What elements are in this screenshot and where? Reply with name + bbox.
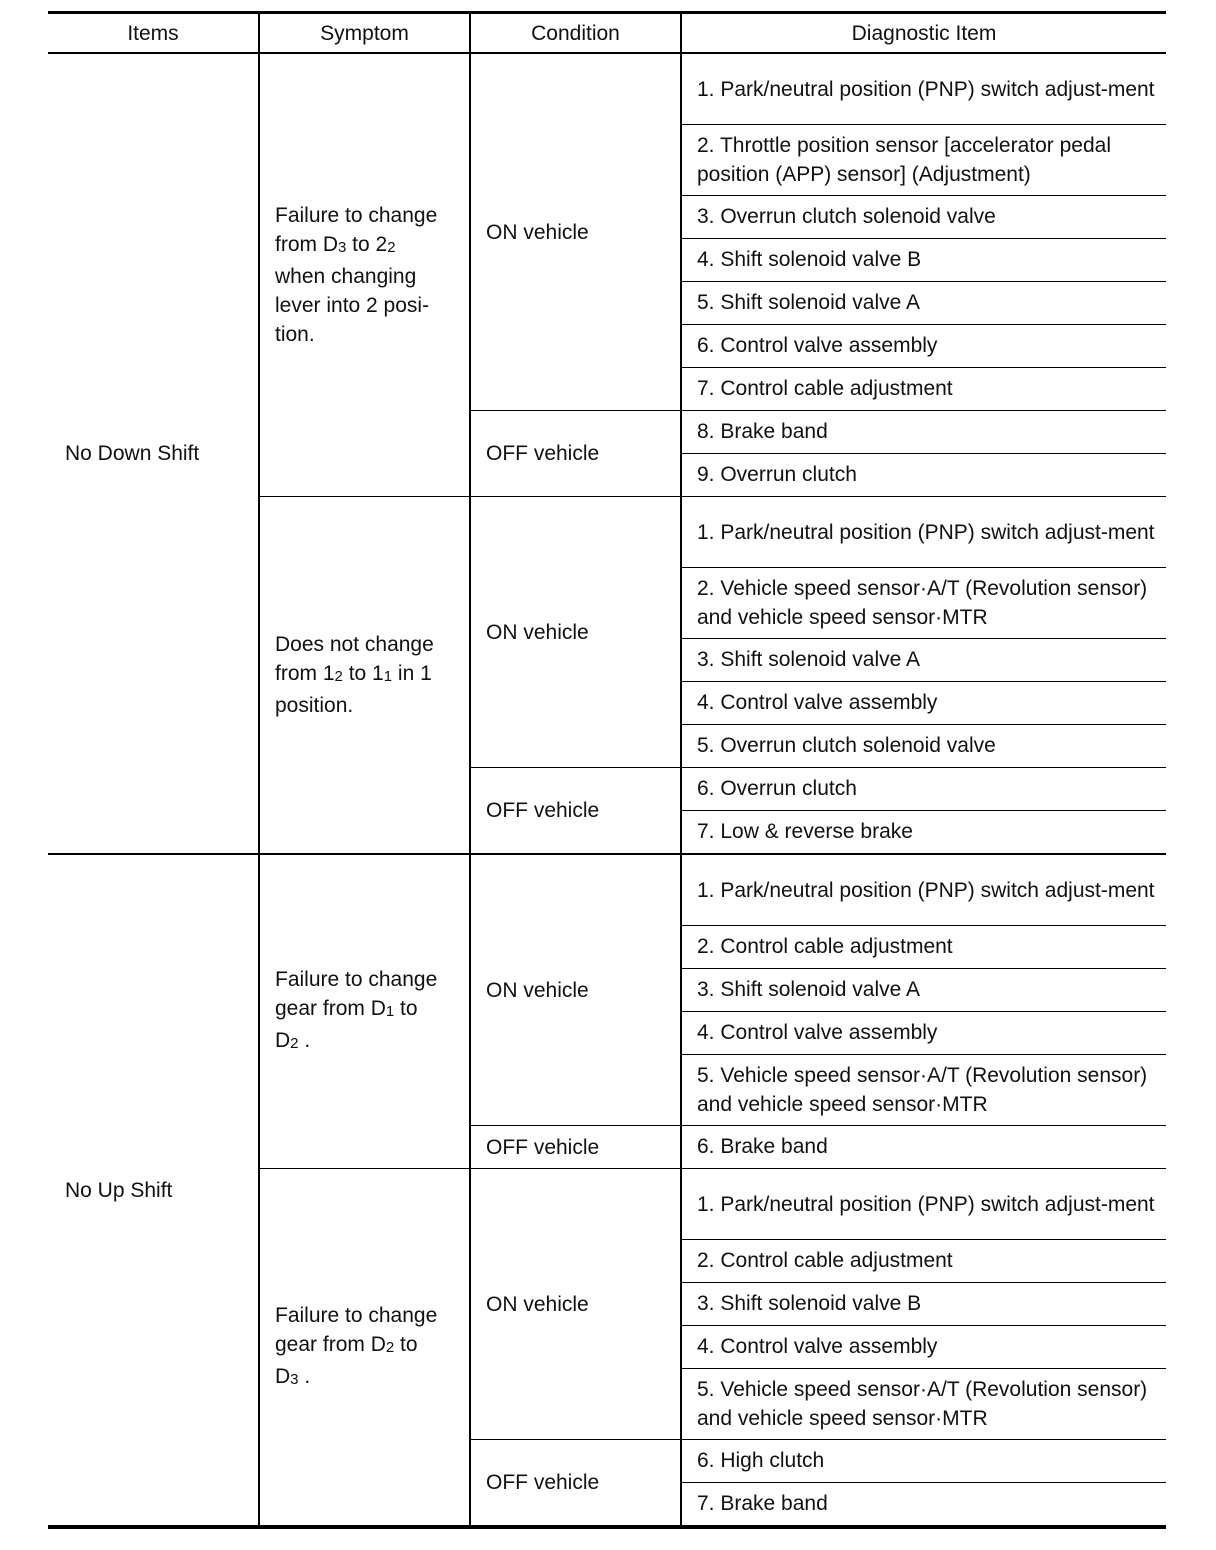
- symptom-text: .: [298, 1029, 311, 1052]
- diagnostic-item: 9. Overrun clutch: [681, 454, 1166, 497]
- symptom-cell: [259, 1169, 470, 1528]
- item-no-up-shift: No Up Shift: [48, 854, 259, 1527]
- diagnostic-item: 2. Throttle position sensor [accelerator pedal position (APP) sensor] (Adjustment): [681, 125, 1166, 196]
- header-condition: Condition: [470, 13, 681, 54]
- symptom-text: to: [394, 1332, 418, 1356]
- symptom-text: when changing: [275, 265, 417, 288]
- condition-cell: ON vehicle: [470, 1169, 681, 1440]
- symptom-subscript: 1: [383, 668, 393, 685]
- condition-cell: OFF vehicle: [470, 768, 681, 855]
- diagnostic-item: 1. Park/neutral position (PNP) switch adjust-ment: [681, 854, 1166, 926]
- symptom-text: gear from D: [275, 997, 386, 1020]
- symptom-text: to 2: [346, 233, 388, 256]
- diagnostic-item: 7. Control cable adjustment: [681, 368, 1166, 411]
- symptom-cell: [259, 854, 470, 1169]
- symptom-text: from D: [275, 233, 338, 256]
- diagnostic-item: 2. Control cable adjustment: [681, 926, 1166, 969]
- header-items: Items: [48, 13, 259, 54]
- symptom-subscript: 3: [338, 239, 347, 256]
- symptom-text: Failure to change: [275, 968, 438, 991]
- diagnostic-item: 5. Vehicle speed sensor·A/T (Revolution sensor) and vehicle speed sensor·MTR: [681, 1369, 1166, 1440]
- table-row: [48, 854, 1166, 926]
- diagnostic-item: 5. Shift solenoid valve A: [681, 282, 1166, 325]
- condition-cell: ON vehicle: [470, 854, 681, 1126]
- symptom-text: tion.: [275, 323, 315, 346]
- condition-cell: ON vehicle: [470, 53, 681, 411]
- symptom-text: .: [298, 1364, 311, 1388]
- condition-cell: ON vehicle: [470, 497, 681, 768]
- symptom-subscript: 2: [387, 239, 396, 256]
- symptom-text: in 1: [392, 662, 432, 685]
- item-no-down-shift: No Down Shift: [48, 53, 259, 854]
- diagnostic-item: 4. Control valve assembly: [681, 682, 1166, 725]
- diagnostic-item: 6. Overrun clutch: [681, 768, 1166, 811]
- symptom-text: lever into 2 posi-: [275, 294, 430, 317]
- diagnostic-item: 1. Park/neutral position (PNP) switch adjust-ment: [681, 497, 1166, 568]
- symptom-subscript: 2: [385, 1338, 395, 1356]
- diagnostic-item: 5. Vehicle speed sensor·A/T (Revolution sensor) and vehicle speed sensor·MTR: [681, 1055, 1166, 1126]
- diagnostic-item: 6. Control valve assembly: [681, 325, 1166, 368]
- symptom-text: to: [394, 997, 418, 1020]
- symptom-text: Failure to change: [275, 204, 438, 227]
- symptom-text: gear from D: [275, 1332, 386, 1356]
- condition-cell: OFF vehicle: [470, 411, 681, 497]
- symptom-subscript: 2: [290, 1035, 299, 1052]
- header-diagnostic-item: Diagnostic Item: [681, 13, 1166, 54]
- diagnostic-item: 4. Shift solenoid valve B: [681, 239, 1166, 282]
- symptom-text: from 1: [275, 662, 335, 685]
- diagnostic-item: 3. Shift solenoid valve A: [681, 969, 1166, 1012]
- diagnostic-item: 1. Park/neutral position (PNP) switch adjust-ment: [681, 1169, 1166, 1240]
- diagnostic-item: 1. Park/neutral position (PNP) switch adjust-ment: [681, 53, 1166, 125]
- symptom-text: Does not change: [275, 633, 434, 656]
- diagnostic-item: 2. Control cable adjustment: [681, 1240, 1166, 1283]
- diagnostic-item: 7. Low & reverse brake: [681, 811, 1166, 855]
- symptom-cell: [259, 53, 470, 497]
- symptom-subscript: 1: [385, 1003, 395, 1020]
- diagnostic-item: 4. Control valve assembly: [681, 1326, 1166, 1369]
- diagnostic-table-wrapper: [48, 11, 1166, 1529]
- symptom-subscript: 2: [334, 668, 343, 685]
- header-row: [48, 13, 1166, 54]
- symptom-text: D: [275, 1364, 291, 1388]
- header-symptom: Symptom: [259, 13, 470, 54]
- diagnostic-item: 3. Overrun clutch solenoid valve: [681, 196, 1166, 239]
- diagnostic-item: 5. Overrun clutch solenoid valve: [681, 725, 1166, 768]
- diagnostic-item: 3. Shift solenoid valve A: [681, 639, 1166, 682]
- diagnostic-item: 3. Shift solenoid valve B: [681, 1283, 1166, 1326]
- diagnostic-item: 8. Brake band: [681, 411, 1166, 454]
- symptom-text: D: [275, 1029, 291, 1052]
- diagnostic-item: 2. Vehicle speed sensor·A/T (Revolution sensor) and vehicle speed sensor·MTR: [681, 568, 1166, 639]
- symptom-cell: [259, 497, 470, 855]
- diagnostic-item: 7. Brake band: [681, 1483, 1166, 1528]
- diagnostic-item: 6. High clutch: [681, 1440, 1166, 1483]
- condition-cell: OFF vehicle: [470, 1440, 681, 1528]
- diagnostic-item: 4. Control valve assembly: [681, 1012, 1166, 1055]
- condition-cell: OFF vehicle: [470, 1126, 681, 1169]
- symptom-text: to 1: [342, 662, 384, 685]
- symptom-subscript: 3: [290, 1370, 299, 1388]
- table-row: [48, 53, 1166, 125]
- symptom-text: position.: [275, 694, 354, 717]
- diagnostic-table: [48, 11, 1166, 1529]
- diagnostic-item: 6. Brake band: [681, 1126, 1166, 1169]
- symptom-text: Failure to change: [275, 1303, 438, 1327]
